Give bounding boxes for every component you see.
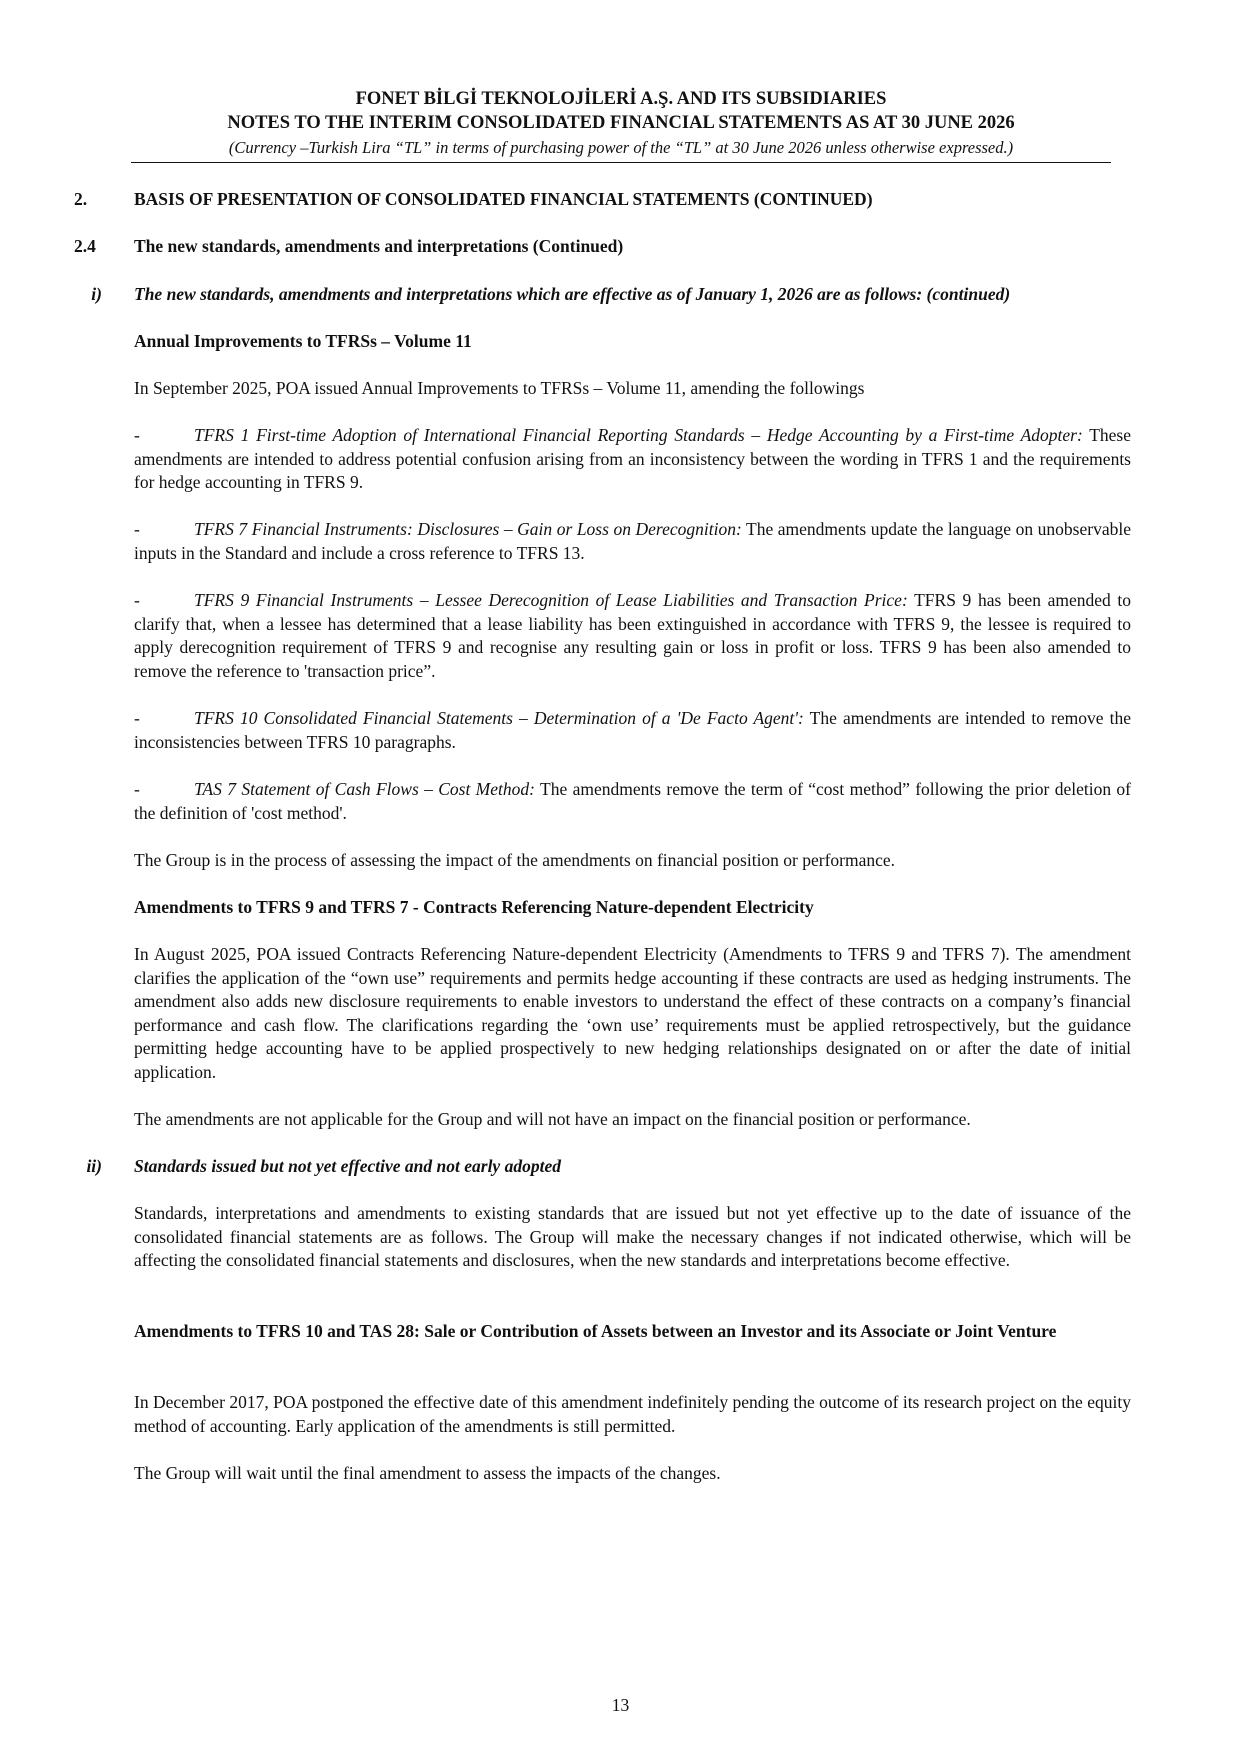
annual-improvements-heading: Annual Improvements to TFRSs – Volume 11 <box>134 331 472 351</box>
list-dash: - <box>134 779 140 799</box>
list-item-title: TFRS 7 Financial Instruments: Disclosures – Gain or Loss on Derecognition: <box>194 519 742 539</box>
electricity-body: In August 2025, POA issued Contracts Referencing Nature-dependent Electricity (Amendments to TFRS 9 and TFRS 7). The amendment clarifies the application of the “own use” requirements and permits hedge accounting if these contracts are used as hedging instruments. The amendment also adds new disclosure requirements to enable investors to understand the effect of these contracts on a company’s financial performance and cash flow. The clarifications regarding the ‘own use’ requirements must be applied retrospectively, but the guidance permitting hedge accounting have to be applied prospectively to new hedging relationships designated on or after the date of initial application. <box>134 944 1131 1082</box>
list-item <box>134 424 1131 495</box>
subsection-title: The new standards, amendments and interpretations (Continued) <box>134 236 624 256</box>
header-divider <box>131 162 1111 163</box>
list-dash: - <box>134 708 140 728</box>
list-item-title: TAS 7 Statement of Cash Flows – Cost Method: <box>194 779 535 799</box>
list-item <box>134 589 1131 683</box>
list-item-title: TFRS 10 Consolidated Financial Statements – Determination of a 'De Facto Agent': <box>194 708 804 728</box>
part-i-marker: i) <box>91 284 102 304</box>
list-item-title: TFRS 1 First-time Adoption of International Financial Reporting Standards – Hedge Accounting by a First-time Adopter: <box>194 425 1083 445</box>
part-ii-title: Standards issued but not yet effective and not early adopted <box>134 1156 561 1176</box>
list-item <box>134 778 1131 825</box>
list-item <box>134 518 1131 565</box>
part-i-title: The new standards, amendments and interpretations which are effective as of January 1, 2026 are as follows: (continued) <box>134 284 1011 304</box>
statement-title: NOTES TO THE INTERIM CONSOLIDATED FINANCIAL STATEMENTS AS AT 30 JUNE 2026 <box>227 113 1015 133</box>
annual-improvements-conclusion: The Group is in the process of assessing the impact of the amendments on financial position or performance. <box>134 850 896 870</box>
list-item-text: The amendments are intended to remove the inconsistencies between TFRS 10 paragraphs. <box>134 708 1131 752</box>
currency-note: (Currency –Turkish Lira “TL” in terms of purchasing power of the “TL” at 30 June 2026 unless otherwise expressed.) <box>228 138 1014 157</box>
tfrs10-heading: Amendments to TFRS 10 and TAS 28: Sale or Contribution of Assets between an Investor and its Associate or Joint Venture <box>134 1321 1057 1341</box>
section-title: BASIS OF PRESENTATION OF CONSOLIDATED FINANCIAL STATEMENTS (CONTINUED) <box>134 189 873 209</box>
electricity-conclusion: The amendments are not applicable for the Group and will not have an impact on the financial position or performance. <box>134 1109 971 1129</box>
subsection-number: 2.4 <box>74 236 96 256</box>
list-item-text: The amendments update the language on unobservable inputs in the Standard and include a cross reference to TFRS 13. <box>134 519 1131 563</box>
list-item <box>134 707 1131 754</box>
annual-improvements-intro: In September 2025, POA issued Annual Improvements to TFRSs – Volume 11, amending the followings <box>134 378 865 398</box>
list-item-text: These amendments are intended to address potential confusion arising from an inconsistency between the wording in TFRS 1 and the requirements for hedge accounting in TFRS 9. <box>134 425 1132 492</box>
list-dash: - <box>134 425 140 445</box>
list-item-text: The amendments remove the term of “cost method” following the prior deletion of the definition of 'cost method'. <box>134 779 1131 823</box>
part-ii-marker: ii) <box>86 1156 102 1176</box>
electricity-heading: Amendments to TFRS 9 and TFRS 7 - Contracts Referencing Nature-dependent Electricity <box>134 897 814 917</box>
part-ii-intro: Standards, interpretations and amendments to existing standards that are issued but not yet effective up to the date of issuance of the consolidated financial statements are as follows. The Group will make the necessary changes if not indicated otherwise, which will be affecting the consolidated financial statements and disclosures, when the new standards and interpretations become effective. <box>134 1203 1131 1270</box>
list-dash: - <box>134 590 140 610</box>
list-dash: - <box>134 519 140 539</box>
list-item-title: TFRS 9 Financial Instruments – Lessee Derecognition of Lease Liabilities and Transaction Price: <box>194 590 908 610</box>
list-item-text: TFRS 9 has been amended to clarify that, when a lessee has determined that a lease liability has been extinguished in accordance with TFRS 9, the lessee is required to apply derecognition requirement of TFRS 9 and recognise any resulting gain or loss in profit or loss. TFRS 9 has been also amended to remove the reference to 'transaction price”. <box>134 590 1131 681</box>
tfrs10-conclusion: The Group will wait until the final amendment to assess the impacts of the changes. <box>134 1463 721 1483</box>
company-name: FONET BİLGİ TEKNOLOJİLERİ A.Ş. AND ITS SUBSIDIARIES <box>355 89 887 109</box>
section-number: 2. <box>74 189 88 209</box>
tfrs10-body: In December 2017, POA postponed the effective date of this amendment indefinitely pending the outcome of its research project on the equity method of accounting. Early application of the amendments is still permitted. <box>134 1392 1131 1436</box>
page-number: 13 <box>611 1695 630 1715</box>
